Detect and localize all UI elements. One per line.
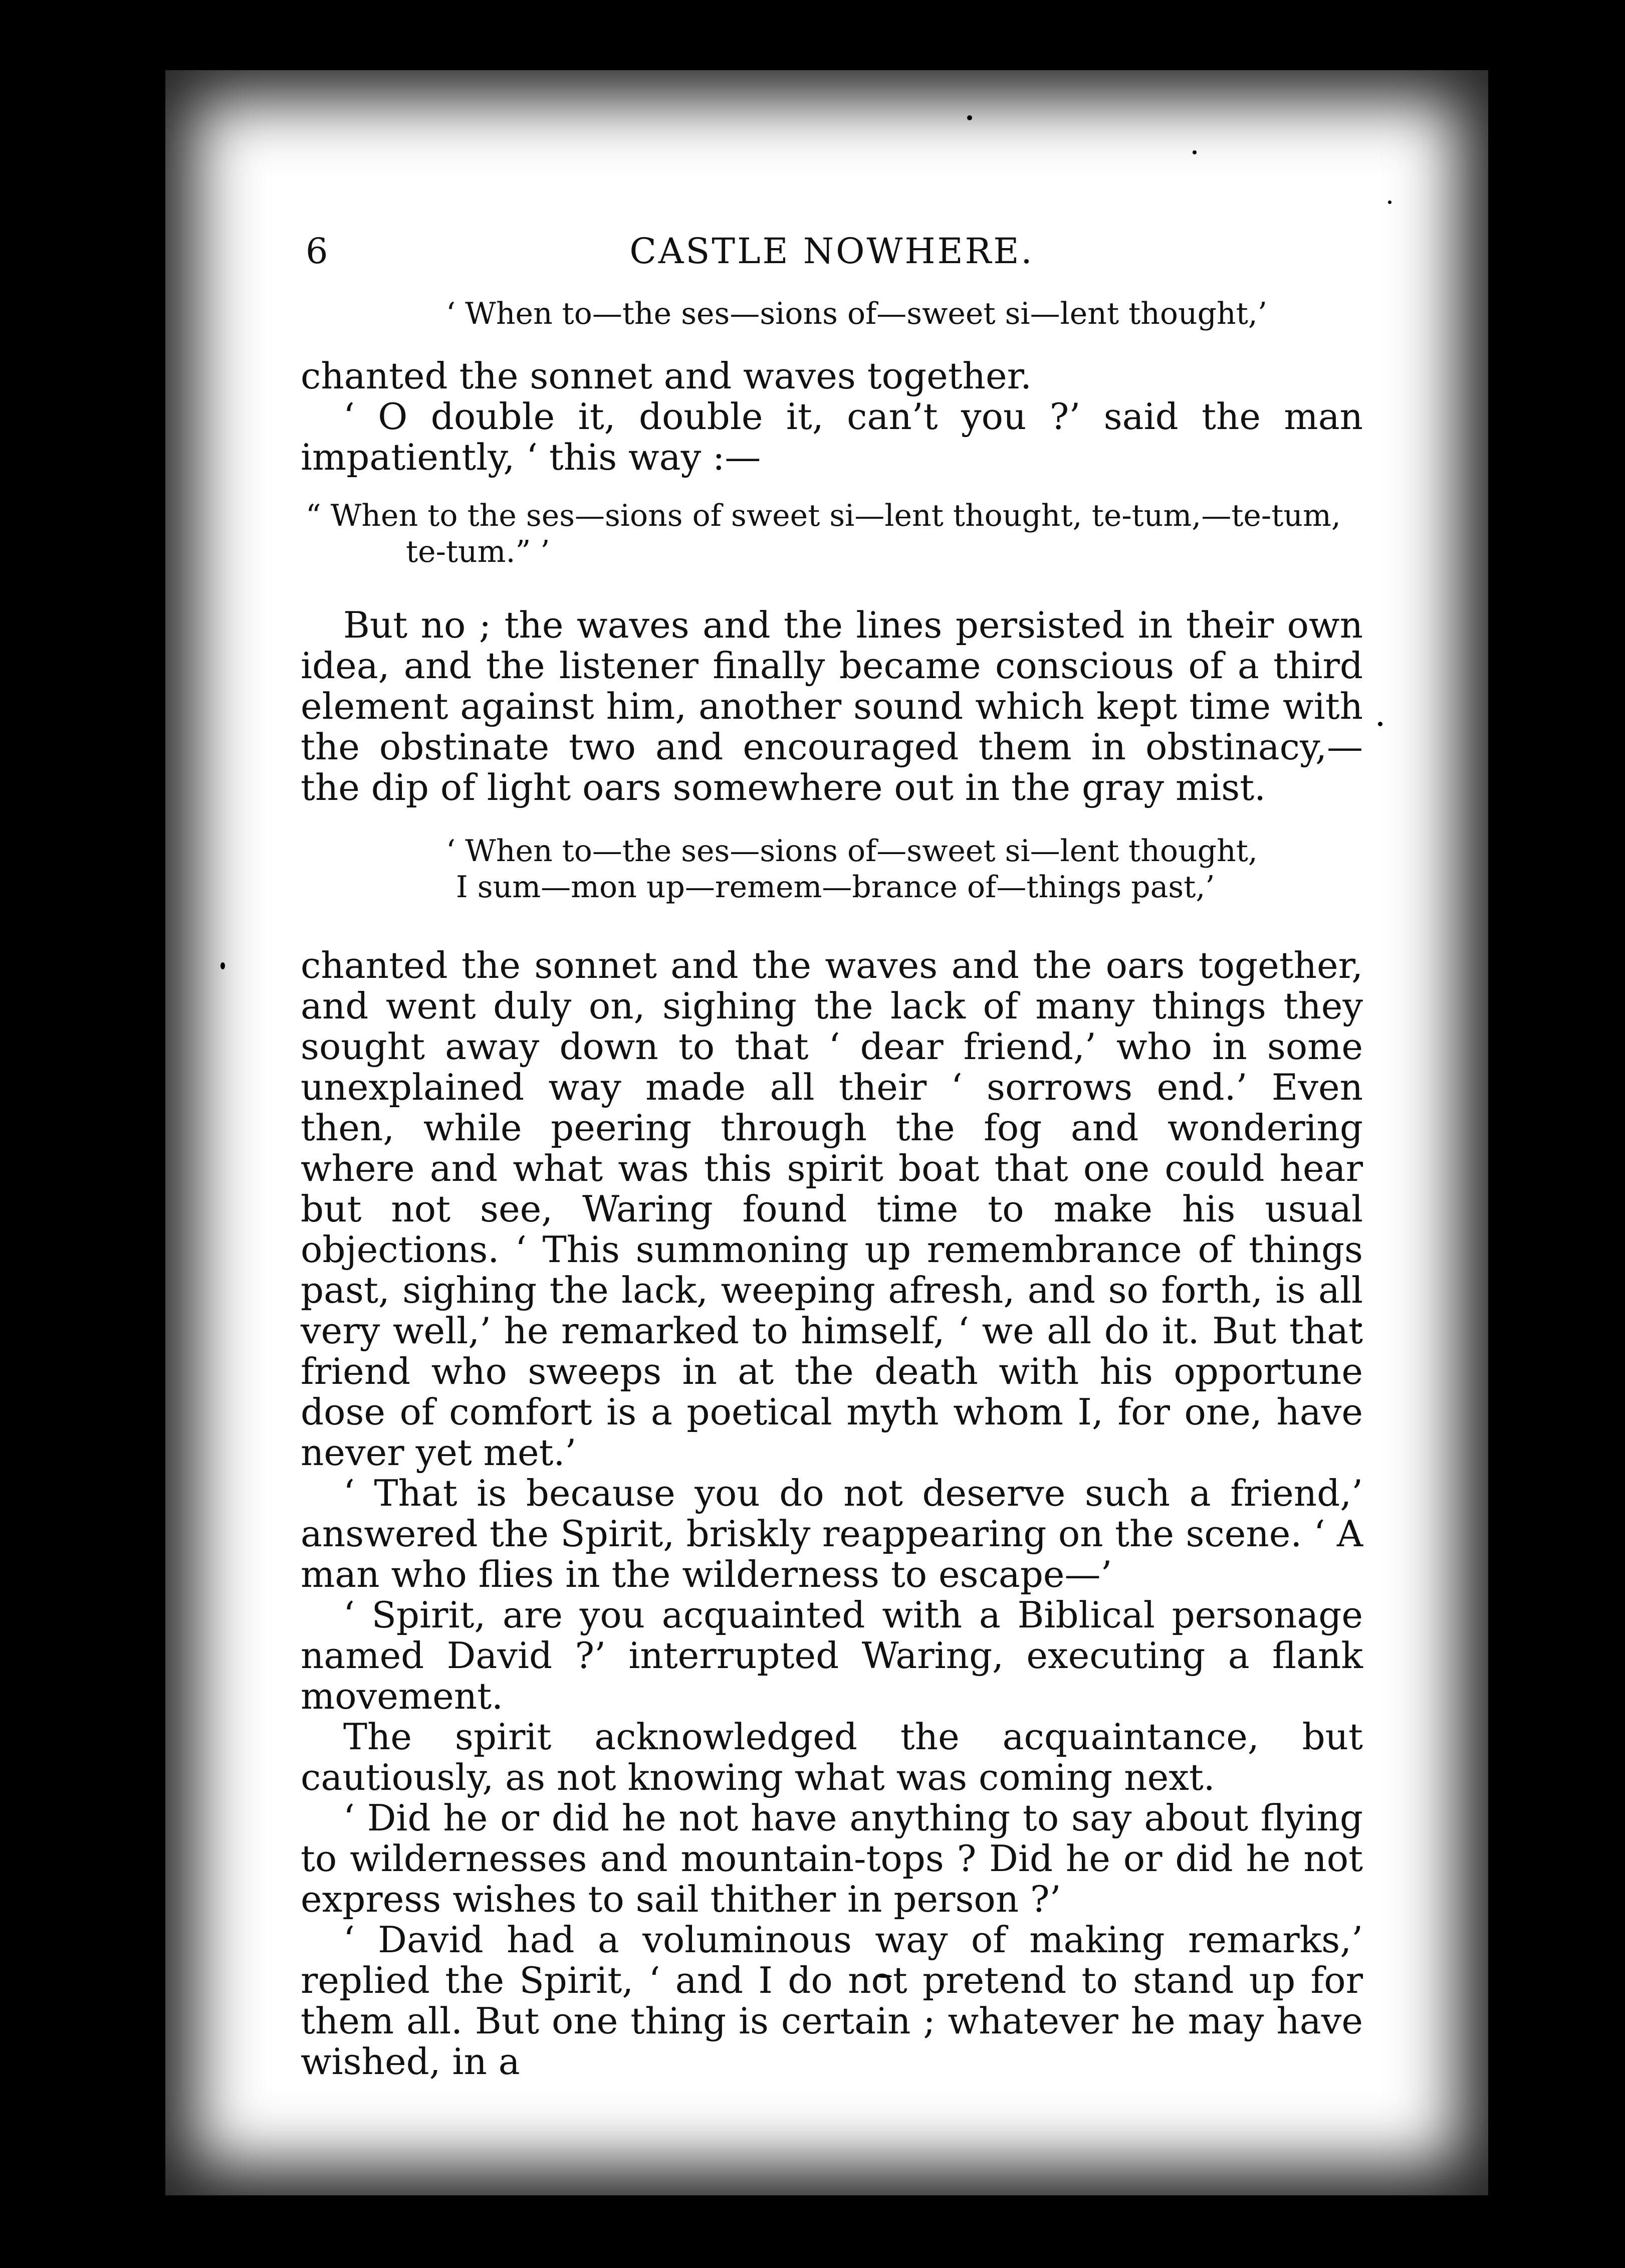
scan-speckle: [1193, 150, 1197, 154]
verse-2-line-1: “ When to the ses—sions of sweet si—lent thought, te-tum,—te-tum,: [306, 498, 1341, 533]
scan-speckle: [1388, 200, 1391, 204]
running-head: [301, 231, 1363, 291]
paragraph-2: ‘ O double it, double it, can’t you ?’ said the man impatiently, ‘ this way :—: [301, 395, 1363, 478]
page-text: [301, 231, 1363, 2082]
verse-3-line-2: I sum—mon up—remem—brance of—things past,’: [456, 870, 1215, 905]
paragraph-4: chanted the sonnet and the waves and the oars together, and went duly on, sighing the lack of many things they sought away down to that ‘ dear friend,’ who in some unexplained way made all their ‘ sorrows end.’ Even then, while peering through the fog and wondering where and what was this spirit boat that one could hear but not see, Waring found time to make his usual objections. ‘ This summoning up remembrance of things past, sighing the lack, weeping afresh, and so forth, is all very well,’ he remarked to himself, ‘ we all do it. But that friend who sweeps in at the death with his opportune dose of comfort is a poetical myth whom I, for one, have never yet met.’: [301, 944, 1363, 1474]
verse-quote-3: [446, 833, 1363, 905]
running-title: CASTLE NOWHERE.: [629, 231, 1034, 272]
verse-quote-2: [306, 498, 1363, 570]
page-number: 6: [306, 231, 329, 272]
paragraph-6: ‘ Spirit, are you acquainted with a Biblical personage named David ?’ interrupted Waring, executing a flank movement.: [301, 1594, 1363, 1717]
verse-2-line-2: te-tum.” ’: [406, 534, 550, 569]
paragraph-8: ‘ Did he or did he not have anything to say about flying to wildernesses and mountain-tops ? Did he or did he not express wishes to sail thither in person ?’: [301, 1797, 1363, 1920]
scan-speckle: [1378, 722, 1382, 726]
paragraph-7: The spirit acknowledged the acquaintance, but cautiously, as not knowing what was coming next.: [301, 1716, 1363, 1798]
verse-quote-1: ‘ When to—the ses—sions of—sweet si—lent thought,’: [446, 296, 1267, 331]
verse-3-line-1: ‘ When to—the ses—sions of—sweet si—lent thought,: [446, 834, 1258, 869]
scan-speckle: [967, 115, 972, 120]
paragraph-1: chanted the sonnet and waves together.: [301, 355, 1032, 397]
scan-speckle: [220, 962, 225, 969]
paragraph-9: ‘ David had a voluminous way of making remarks,’ replied the Spirit, ‘ and I do not pretend to stand up for them all. But one thing is certain ; whatever he may have wished, in a: [301, 1919, 1363, 2083]
paragraph-3: But no ; the waves and the lines persisted in their own idea, and the listener finally became conscious of a third element against him, another sound which kept time with the obstinate two and encouraged them in obstinacy,—the dip of light oars somewhere out in the gray mist.: [301, 604, 1363, 808]
paragraph-5: ‘ That is because you do not deserve such a friend,’ answered the Spirit, briskly reappearing on the scene. ‘ A man who flies in the wilderness to escape—’: [301, 1472, 1363, 1595]
